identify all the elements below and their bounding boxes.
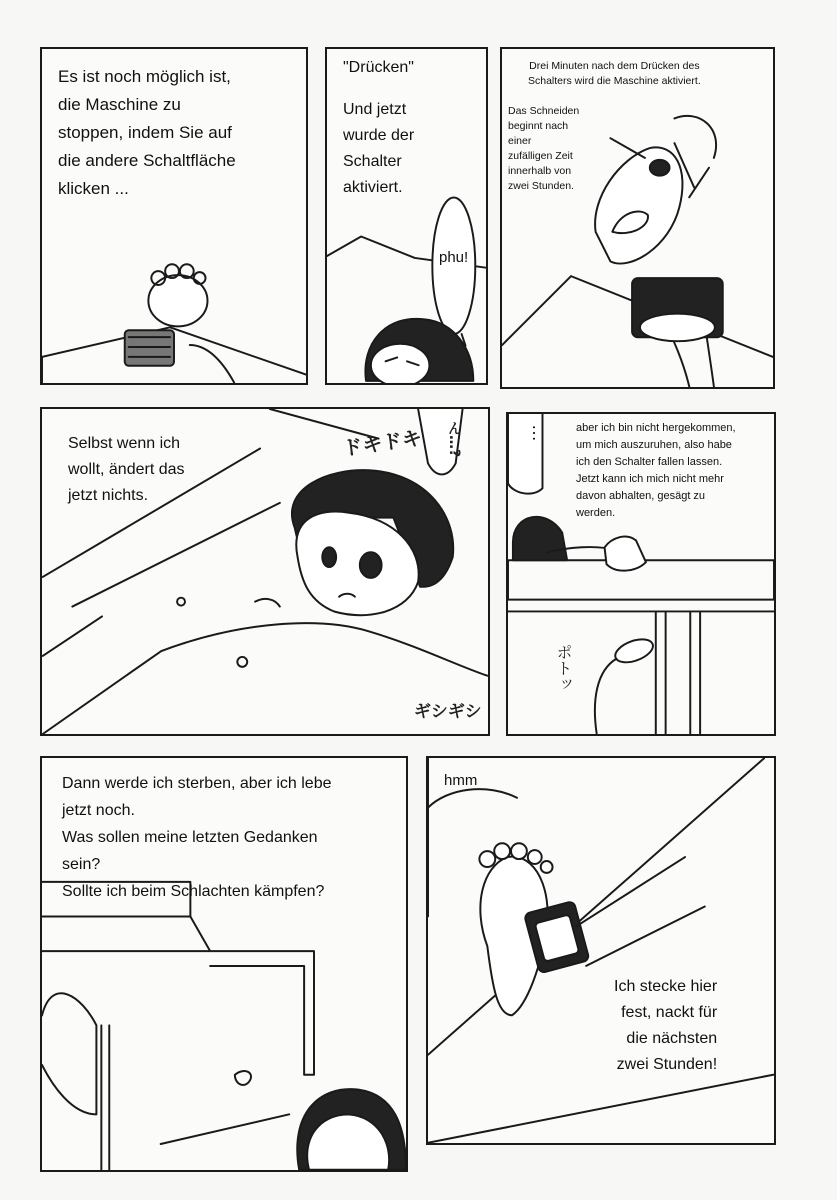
panel-3: [500, 47, 775, 389]
panel-5-text: aber ich bin nicht hergekommen, um mich auszuruhen, also habe ich den Schalter fallen lassen. Jetzt kann ich mich nicht mehr davon abhalten, gesägt zu werden.: [576, 422, 736, 519]
panel-4-sfx-creak: ギシギシ: [414, 702, 482, 722]
panel-3-text: Das Schneiden beginnt nach einer zufälligen Zeit innerhalb von zwei Stunden.: [508, 105, 580, 192]
panel-2: [325, 47, 488, 385]
panel-7: [426, 756, 776, 1145]
panel-4-bubble: ん…?: [446, 421, 462, 458]
panel-5: [506, 412, 776, 736]
panel-4-text: Selbst wenn ich wollt, ändert das jetzt nichts.: [68, 435, 185, 504]
panel-5-sfx-drop: ポトッ: [554, 644, 573, 692]
panel-6: [40, 756, 408, 1172]
panel-5-bubble: …: [529, 424, 549, 442]
panel-2-title: "Drücken": [343, 59, 414, 76]
panel-4-sfx-heart: ドキドキ: [340, 425, 424, 461]
panel-7-text: Ich stecke hier fest, nackt für die nächsten zwei Stunden!: [614, 978, 718, 1073]
panel-1-text: Es ist noch möglich ist, die Maschine zu stoppen, indem Sie auf die andere Schaltfläche klicken ...: [58, 67, 236, 198]
panel-2-bubble: phu!: [439, 249, 469, 266]
panel-7-art: [428, 758, 774, 1143]
panel-3-caption: Drei Minuten nach dem Drücken des Schalters wird die Maschine aktiviert.: [528, 60, 701, 87]
panel-1: [40, 47, 308, 385]
panel-2-text: Und jetzt wurde der Schalter aktiviert.: [343, 101, 415, 196]
panel-7-bubble: hmm: [444, 772, 478, 789]
panel-6-text: Dann werde ich sterben, aber ich lebe jetzt noch. Was sollen meine letzten Gedanken sein? Sollte ich beim Schlachten kämpfen?: [62, 775, 332, 900]
panel-4: [40, 407, 490, 736]
panel-3-art: [502, 49, 773, 387]
